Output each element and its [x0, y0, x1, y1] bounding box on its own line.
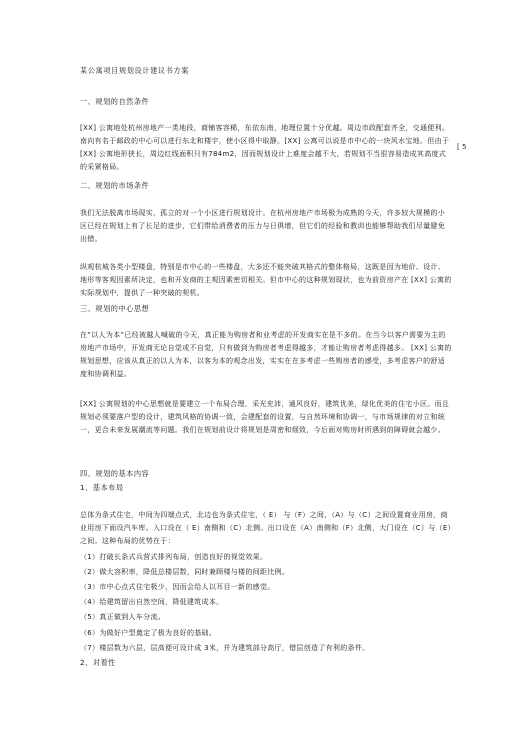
paragraph-1: [XX] 公寓地处杭州房地产一类地段，商铺客容稀，东依东南，地理位置十分优越。周边市政配套齐全，交通便利。南向有名于邮政的中心可以进行东北和楼宇，使小区得中取静。[XX] 公寓可以说是市中心的一块风水宝地。但由于 [XX] 公寓地形狭长，周边红线面积只有784m2，因而规划设计上难度会越不大，若规划不当很容易造成其高度式的采紧格局。 — [80, 124, 450, 171]
paragraph-6: 总体为条式住宅，中间为四端点式，北边也为条式住宅，（ E） 与（F）之间，（A）与（C）之间设置商业用房，商业用房下面设汽车库。入口设在（ E）南侧和（C）北侧。出口设在（A）南侧和（F）北侧，大门设在（C）与（E）之间。这种布局的优势在于： — [80, 511, 452, 545]
list-item: （1）打破长条式兵营式排列布局，创造良好的视觉效果。 — [80, 553, 268, 561]
margin-mark: [ 5 — [457, 143, 467, 151]
section-heading-2: 二、规划的市场条件 — [80, 181, 150, 190]
subheading-1: 1、基本布局 — [80, 483, 124, 492]
paragraph-5: [XX] 公寓规划的中心思想就是要建立一个布局合理，采光充沛，通风良好，建筑优美，绿化优美的住宅小区。而且规划必须要落户型的设计，建筑风格的协调一致，会建配套的设置，与自然环境和协调一，与市场规律的对立和统一，更合未来发展潮流等问题。我们在规划前设计将规划是周密和细致，今后面对购房时所遇到的障碍就会越少。 — [80, 400, 450, 434]
list-item: （3）市中心点式住宅极少，因而会给人以耳目一新的感觉。 — [80, 583, 275, 591]
section-heading-4: 四、规划的基本内容 — [80, 469, 150, 478]
section-heading-1: 一、规划的自然条件 — [80, 97, 150, 106]
list-item: （4）给建筑留出自然空间，降低建筑成本。 — [80, 598, 224, 606]
section-heading-3: 三、规划的中心思想 — [80, 304, 150, 313]
document-title: 某公寓项目规划设计建议书方案 — [80, 66, 190, 75]
paragraph-4: 在“以人为本”已经被越人喊破的今天，真正能为购房者和业考虑的开发商实在是不多的。在当今以客户需要为主的房地产市场中，开发商无论自觉或不自觉，只有做到为购房者考虑得越多，才能让购房者考虑得越多。 [XX] 公寓的规划思想，应该从真正的以人为本，以客为本的观念出发，实实在在多考虑一些购房者的感受，多考虑客户的舒适度和协调利益。 — [80, 331, 452, 378]
list-item: （2）做大容积率，降低总楼层数，同时兼顾楼与楼的间距比例。 — [80, 568, 290, 576]
paragraph-3: 纵观杭城各类小型楼盘，特别是市中心的一些楼盘，大多还不能突破其格式的整体格局，这既是因为地价、设计、地形等客观因素所决定，也和开发商的主观因素密切相关。但市中心的这种规划现状，也为前资房产在 [XX] 公寓的实际规划中，提供了一种突破的契机。 — [80, 263, 452, 297]
paragraph-2: 我们无法脱离市场现实，孤立的对一个小区进行规划设计。在杭州房地产市场极为成熟的今天，许多较大规模的小区已经在规划上有了长足的进步，它们带给消费者的压力与日俱增，但它们的经验和教训也能够帮助我们尽量避免出错。 — [80, 209, 445, 243]
list-item: （5）真正做到人车分流。 — [80, 613, 166, 621]
list-item: （7）楼层数为六层，层高便可设计成 3米，并为建筑部分高厅，错层创造了有利的条件。 — [80, 644, 370, 652]
subheading-2: 2、对着性 — [80, 658, 116, 667]
list-item: （6）为做好户型奠定了极为良好的基础。 — [80, 629, 217, 637]
